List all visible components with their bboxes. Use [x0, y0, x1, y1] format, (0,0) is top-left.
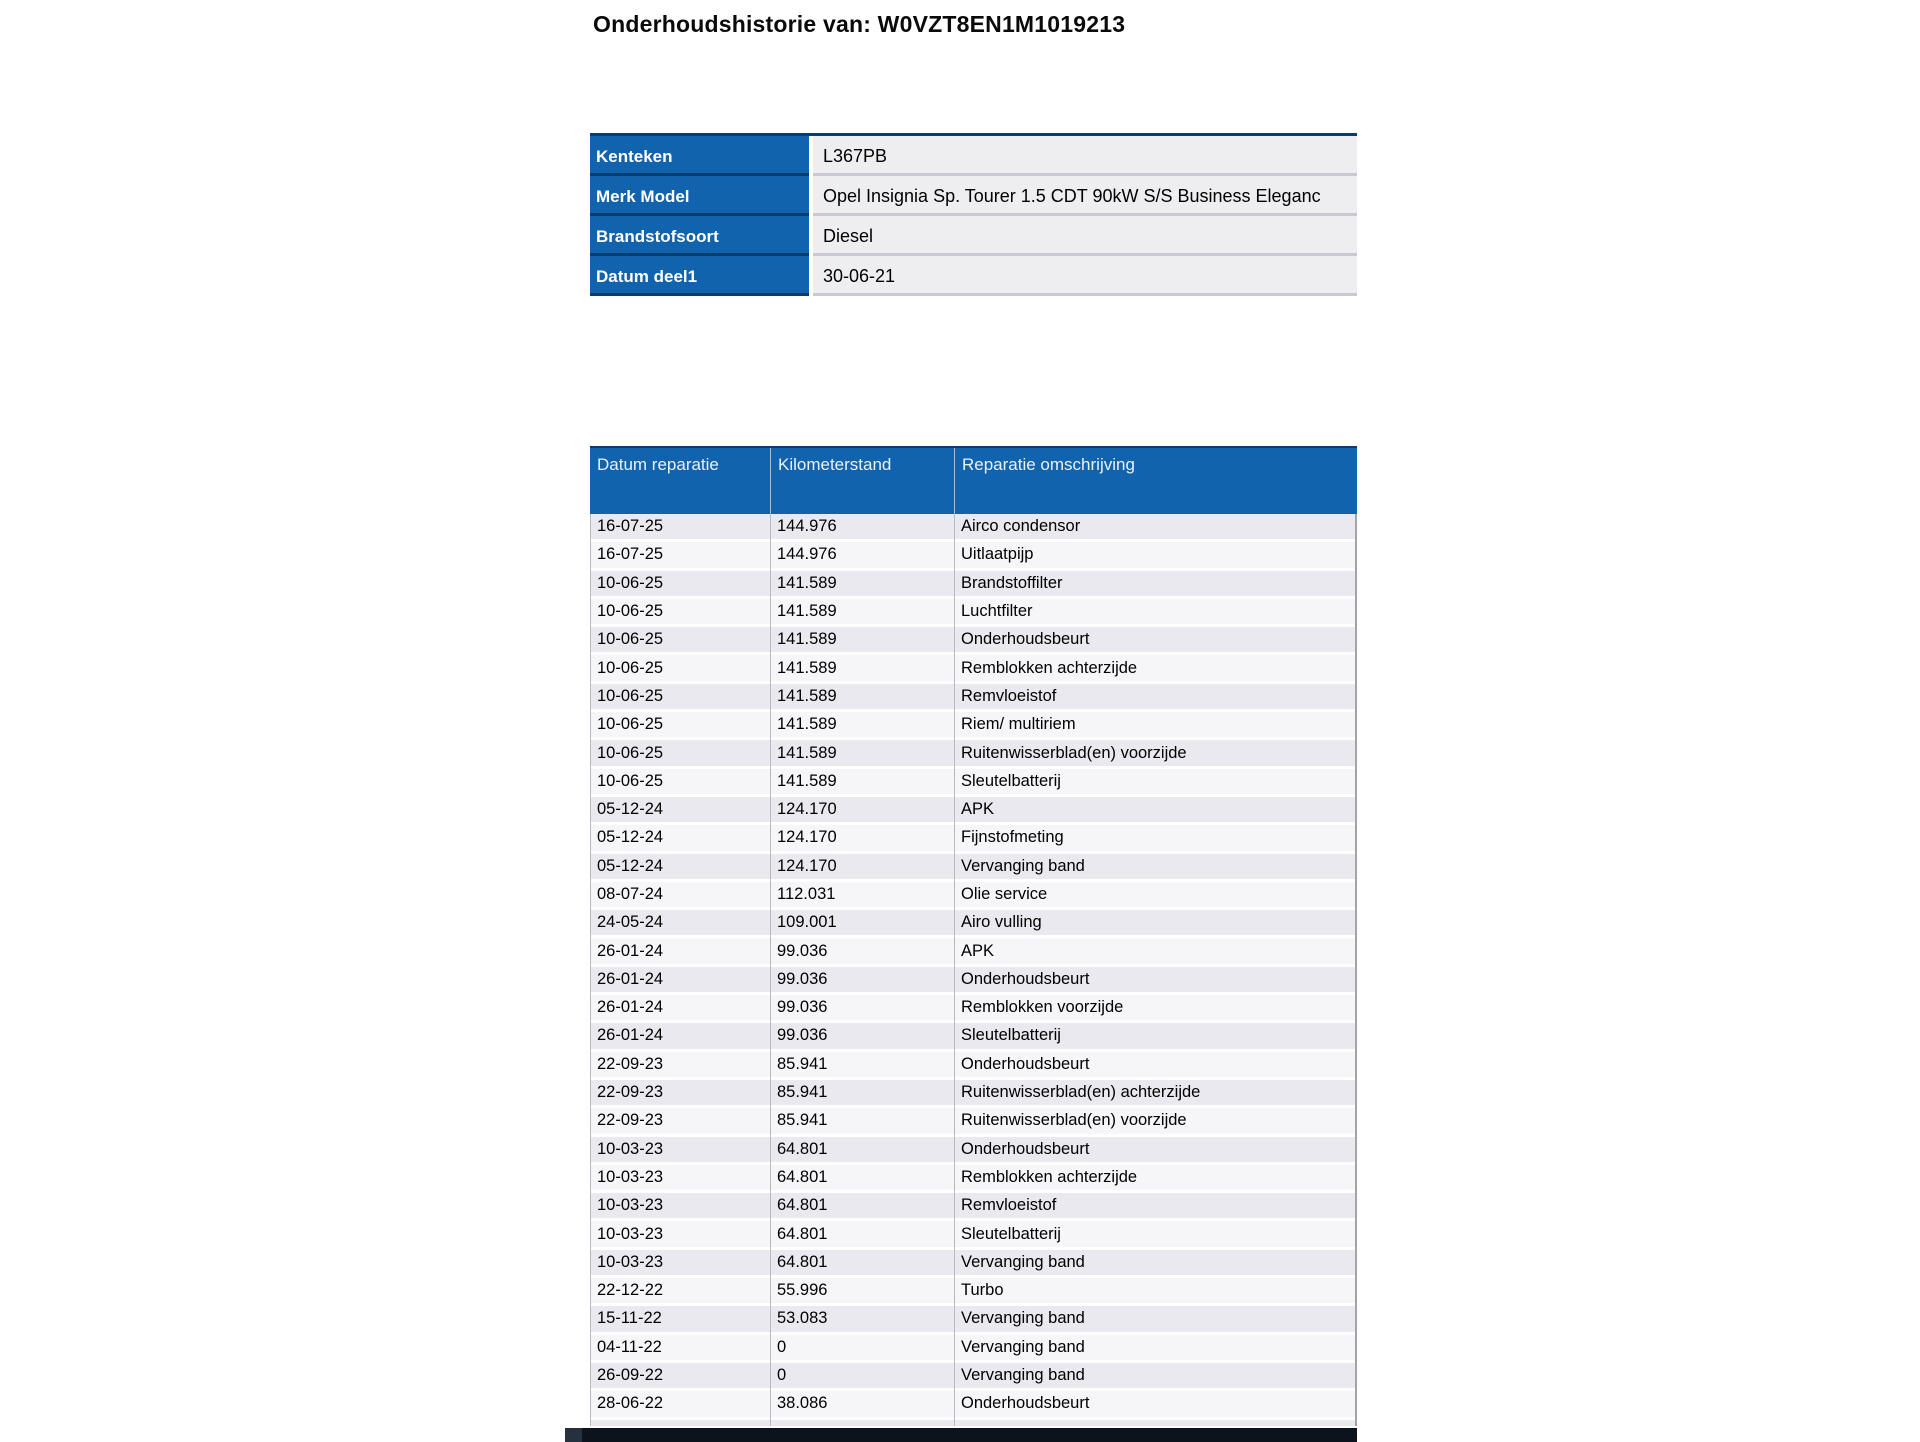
repair-date-cell: 26-01-24	[590, 938, 770, 963]
info-value-merk-model: Opel Insignia Sp. Tourer 1.5 CDT 90kW S/S Business Eleganc	[813, 176, 1357, 216]
table-row	[590, 825, 1357, 853]
repair-date-cell: 04-11-22	[590, 1335, 770, 1360]
repair-date-cell: 10-03-23	[590, 1193, 770, 1218]
table-row	[590, 938, 1357, 966]
repair-date-cell: 10-06-25	[590, 571, 770, 596]
table-row	[590, 1023, 1357, 1051]
repair-description-cell: Onderhoudsbeurt	[954, 967, 1357, 992]
repair-description-cell: Onderhoudsbeurt	[954, 1391, 1357, 1416]
repair-description-cell: Riem/ multiriem	[954, 712, 1357, 737]
kilometer-cell: 112.031	[770, 882, 954, 907]
kilometer-cell: 85.941	[770, 1052, 954, 1077]
repair-date-cell: 22-09-23	[590, 1052, 770, 1077]
kilometer-cell: 64.801	[770, 1137, 954, 1162]
repair-date-cell: 10-06-25	[590, 627, 770, 652]
repair-description-cell: APK	[954, 797, 1357, 822]
table-row	[590, 995, 1357, 1023]
header-datum-reparatie: Datum reparatie	[597, 455, 719, 474]
table-border-left	[590, 514, 591, 1426]
table-row	[590, 1193, 1357, 1221]
repair-date-cell: 10-03-23	[590, 1165, 770, 1190]
repair-description-cell: Vervanging band	[954, 1306, 1357, 1331]
clipped-partial-row	[590, 1420, 1357, 1426]
kilometer-cell: 124.170	[770, 797, 954, 822]
repair-date-cell: 26-09-22	[590, 1363, 770, 1388]
repair-date-cell: 10-06-25	[590, 769, 770, 794]
table-row	[590, 910, 1357, 938]
repair-description-cell: Sleutelbatterij	[954, 1221, 1357, 1246]
table-row	[590, 769, 1357, 797]
repair-date-cell: 05-12-24	[590, 854, 770, 879]
repair-description-cell: APK	[954, 938, 1357, 963]
info-value-kenteken: L367PB	[813, 136, 1357, 176]
table-row	[590, 655, 1357, 683]
repair-description-cell: Airo vulling	[954, 910, 1357, 935]
repair-description-cell: Sleutelbatterij	[954, 1023, 1357, 1048]
repair-description-cell: Onderhoudsbeurt	[954, 627, 1357, 652]
repair-description-cell: Brandstoffilter	[954, 571, 1357, 596]
table-row	[590, 1250, 1357, 1278]
kilometer-cell: 99.036	[770, 995, 954, 1020]
repair-date-cell: 26-01-24	[590, 995, 770, 1020]
table-row	[590, 797, 1357, 825]
repair-date-cell: 16-07-25	[590, 542, 770, 567]
table-row	[590, 1108, 1357, 1136]
repair-description-cell: Sleutelbatterij	[954, 769, 1357, 794]
table-row	[590, 627, 1357, 655]
repair-description-cell: Remblokken voorzijde	[954, 995, 1357, 1020]
table-row	[590, 1080, 1357, 1108]
kilometer-cell: 85.941	[770, 1108, 954, 1133]
info-label-datum-deel1: Datum deel1	[590, 256, 809, 296]
table-row	[590, 1278, 1357, 1306]
repair-date-cell: 10-06-25	[590, 684, 770, 709]
repair-date-cell: 26-01-24	[590, 967, 770, 992]
kilometer-cell: 141.589	[770, 740, 954, 765]
kilometer-cell: 141.589	[770, 655, 954, 680]
kilometer-cell: 141.589	[770, 571, 954, 596]
table-row	[590, 967, 1357, 995]
repair-description-cell: Olie service	[954, 882, 1357, 907]
repair-date-cell: 28-06-22	[590, 1391, 770, 1416]
repair-description-cell: Vervanging band	[954, 1335, 1357, 1360]
table-row	[590, 740, 1357, 768]
kilometer-cell: 38.086	[770, 1391, 954, 1416]
table-row	[590, 1137, 1357, 1165]
kilometer-cell: 141.589	[770, 769, 954, 794]
repair-description-cell: Ruitenwisserblad(en) voorzijde	[954, 1108, 1357, 1133]
kilometer-cell: 85.941	[770, 1080, 954, 1105]
info-row-datum-deel1	[590, 256, 1357, 296]
kilometer-cell: 141.589	[770, 712, 954, 737]
kilometer-cell: 53.083	[770, 1306, 954, 1331]
repair-date-cell: 10-06-25	[590, 599, 770, 624]
repair-description-cell: Ruitenwisserblad(en) achterzijde	[954, 1080, 1357, 1105]
repair-date-cell: 22-09-23	[590, 1108, 770, 1133]
kilometer-cell: 55.996	[770, 1278, 954, 1303]
column-divider	[954, 514, 955, 1426]
repair-date-cell: 05-12-24	[590, 797, 770, 822]
repair-description-cell: Fijnstofmeting	[954, 825, 1357, 850]
repair-table-header	[590, 448, 1357, 514]
kilometer-cell: 0	[770, 1335, 954, 1360]
repair-date-cell: 24-05-24	[590, 910, 770, 935]
header-kilometerstand: Kilometerstand	[770, 448, 954, 514]
repair-description-cell: Luchtfilter	[954, 599, 1357, 624]
info-row-brandstofsoort	[590, 216, 1357, 256]
info-value-datum-deel1: 30-06-21	[813, 256, 1357, 296]
table-row	[590, 712, 1357, 740]
vehicle-info-table	[590, 133, 1357, 296]
kilometer-cell: 124.170	[770, 854, 954, 879]
repair-description-cell: Remblokken achterzijde	[954, 1165, 1357, 1190]
kilometer-cell: 141.589	[770, 627, 954, 652]
table-row	[590, 1363, 1357, 1391]
repair-date-cell: 15-11-22	[590, 1306, 770, 1331]
kilometer-cell: 141.589	[770, 684, 954, 709]
info-row-kenteken	[590, 136, 1357, 176]
table-row	[590, 599, 1357, 627]
repair-description-cell: Turbo	[954, 1278, 1357, 1303]
repair-description-cell: Ruitenwisserblad(en) voorzijde	[954, 740, 1357, 765]
repair-description-cell: Onderhoudsbeurt	[954, 1137, 1357, 1162]
table-row	[590, 571, 1357, 599]
table-row	[590, 1221, 1357, 1249]
table-row	[590, 1391, 1357, 1419]
kilometer-cell: 64.801	[770, 1221, 954, 1246]
repair-description-cell: Remblokken achterzijde	[954, 655, 1357, 680]
table-row	[590, 1165, 1357, 1193]
repair-history-table	[590, 446, 1357, 1426]
repair-date-cell: 22-09-23	[590, 1080, 770, 1105]
repair-description-cell: Onderhoudsbeurt	[954, 1052, 1357, 1077]
table-row	[590, 1306, 1357, 1334]
repair-date-cell: 16-07-25	[590, 514, 770, 539]
repair-description-cell: Vervanging band	[954, 854, 1357, 879]
table-row	[590, 542, 1357, 570]
kilometer-cell: 64.801	[770, 1193, 954, 1218]
info-label-kenteken: Kenteken	[590, 136, 809, 176]
kilometer-cell: 141.589	[770, 599, 954, 624]
repair-date-cell: 10-03-23	[590, 1221, 770, 1246]
kilometer-cell: 99.036	[770, 938, 954, 963]
table-row	[590, 514, 1357, 542]
table-row	[590, 854, 1357, 882]
repair-date-cell: 10-06-25	[590, 712, 770, 737]
kilometer-cell: 144.976	[770, 542, 954, 567]
info-value-brandstofsoort: Diesel	[813, 216, 1357, 256]
repair-date-cell: 26-01-24	[590, 1023, 770, 1048]
kilometer-cell: 0	[770, 1363, 954, 1388]
repair-description-cell: Uitlaatpijp	[954, 542, 1357, 567]
info-label-brandstofsoort: Brandstofsoort	[590, 216, 809, 256]
column-divider	[770, 514, 771, 1426]
info-label-merk-model: Merk Model	[590, 176, 809, 216]
repair-date-cell: 05-12-24	[590, 825, 770, 850]
table-row	[590, 1335, 1357, 1363]
kilometer-cell: 109.001	[770, 910, 954, 935]
repair-description-cell: Vervanging band	[954, 1363, 1357, 1388]
repair-date-cell: 10-06-25	[590, 740, 770, 765]
repair-description-cell: Remvloeistof	[954, 684, 1357, 709]
table-row	[590, 882, 1357, 910]
table-row	[590, 1052, 1357, 1080]
repair-date-cell: 10-03-23	[590, 1250, 770, 1275]
repair-description-cell: Airco condensor	[954, 514, 1357, 539]
kilometer-cell: 64.801	[770, 1250, 954, 1275]
repair-date-cell: 22-12-22	[590, 1278, 770, 1303]
repair-description-cell: Vervanging band	[954, 1250, 1357, 1275]
kilometer-cell: 144.976	[770, 514, 954, 539]
kilometer-cell: 124.170	[770, 825, 954, 850]
repair-date-cell: 08-07-24	[590, 882, 770, 907]
table-row	[590, 684, 1357, 712]
info-row-merk-model	[590, 176, 1357, 216]
repair-date-cell: 10-03-23	[590, 1137, 770, 1162]
header-reparatie-omschrijving: Reparatie omschrijving	[954, 448, 1357, 514]
repair-table-body	[590, 514, 1357, 1426]
kilometer-cell: 64.801	[770, 1165, 954, 1190]
kilometer-cell: 99.036	[770, 1023, 954, 1048]
table-border-right	[1355, 514, 1357, 1426]
page-title: Onderhoudshistorie van: W0VZT8EN1M1019213	[593, 11, 1126, 37]
repair-description-cell: Remvloeistof	[954, 1193, 1357, 1218]
kilometer-cell: 99.036	[770, 967, 954, 992]
repair-date-cell: 10-06-25	[590, 655, 770, 680]
